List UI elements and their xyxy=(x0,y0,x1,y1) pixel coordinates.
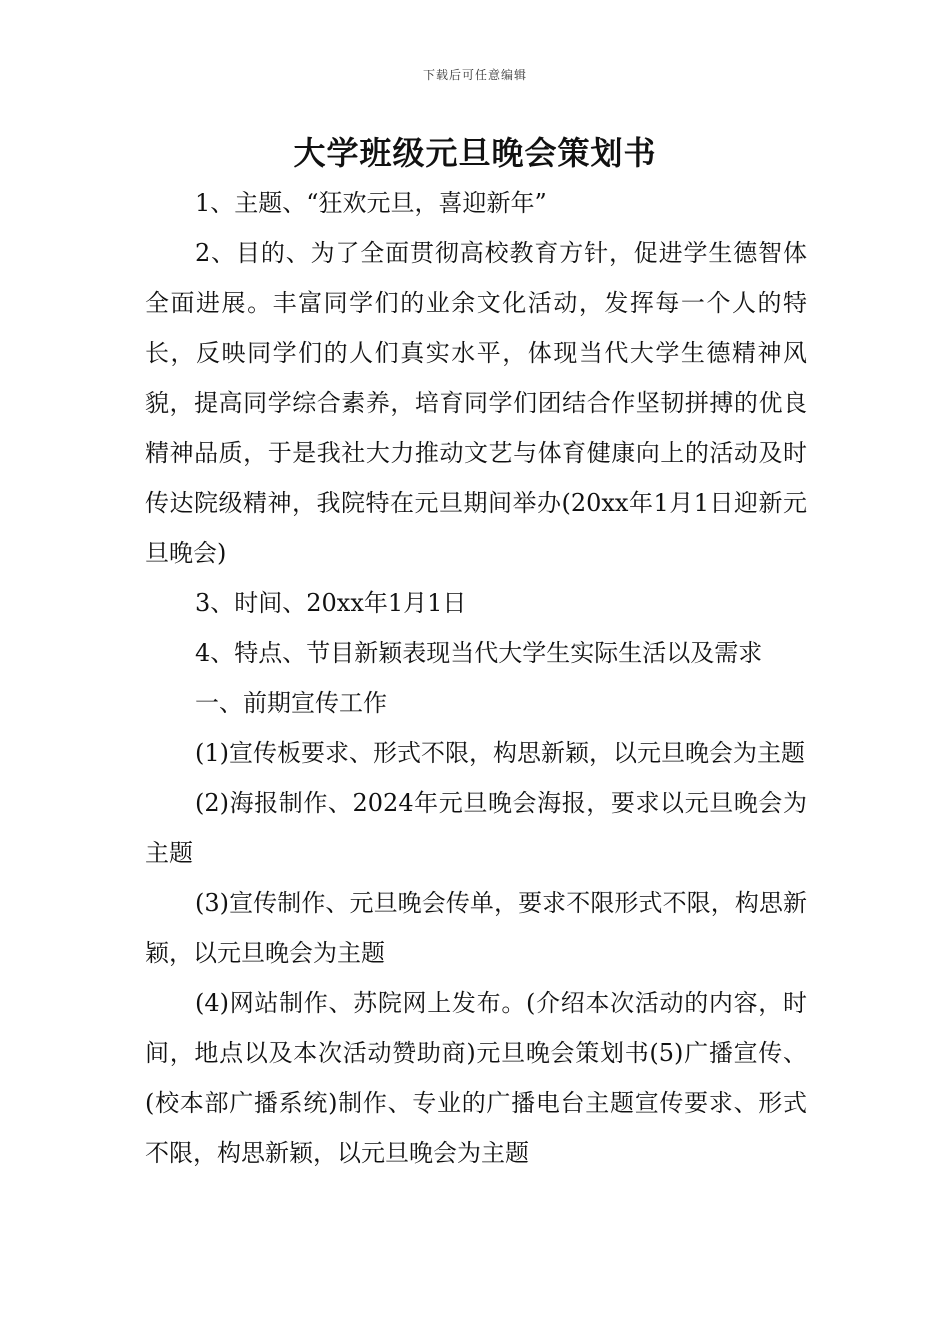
section-heading-publicity: 一、前期宣传工作 xyxy=(195,689,387,717)
document-body xyxy=(145,178,807,1178)
list-item-poster: (2)海报制作、2024年元旦晚会海报，要求以元旦晚会为主题 xyxy=(145,789,807,867)
paragraph-features: 4、特点、节目新颖表现当代大学生实际生活以及需求 xyxy=(195,639,763,667)
list-item-flyer: (3)宣传制作、元旦晚会传单，要求不限形式不限，构思新颖，以元旦晚会为主题 xyxy=(145,889,807,967)
paragraph-purpose: 2、目的、为了全面贯彻高校教育方针，促进学生德智体全面进展。丰富同学们的业余文化活动，发挥每一个人的特长，反映同学们的人们真实水平，体现当代大学生德精神风貌，提高同学综合素养，培育同学们团结合作坚韧拼搏的优良精神品质，于是我社大力推动文艺与体育健康向上的活动及时传达院级精神，我院特在元旦期间举办(20xx年1月1日迎新元旦晚会) xyxy=(145,239,807,567)
document-title: 大学班级元旦晚会策划书 xyxy=(293,134,657,172)
list-item-board: (1)宣传板要求、形式不限，构思新颖，以元旦晚会为主题 xyxy=(195,739,805,767)
paragraph-time: 3、时间、20xx年1月1日 xyxy=(195,589,467,617)
paragraph-theme: 1、主题、“狂欢元旦，喜迎新年” xyxy=(195,189,547,217)
header-note: 下载后可任意编辑 xyxy=(422,68,527,82)
list-item-website-broadcast: (4)网站制作、苏院网上发布。(介绍本次活动的内容，时间，地点以及本次活动赞助商)元旦晚会策划书(5)广播宣传、(校本部广播系统)制作、专业的广播电台主题宣传要求、形式不限，构思新颖，以元旦晚会为主题 xyxy=(145,989,807,1167)
